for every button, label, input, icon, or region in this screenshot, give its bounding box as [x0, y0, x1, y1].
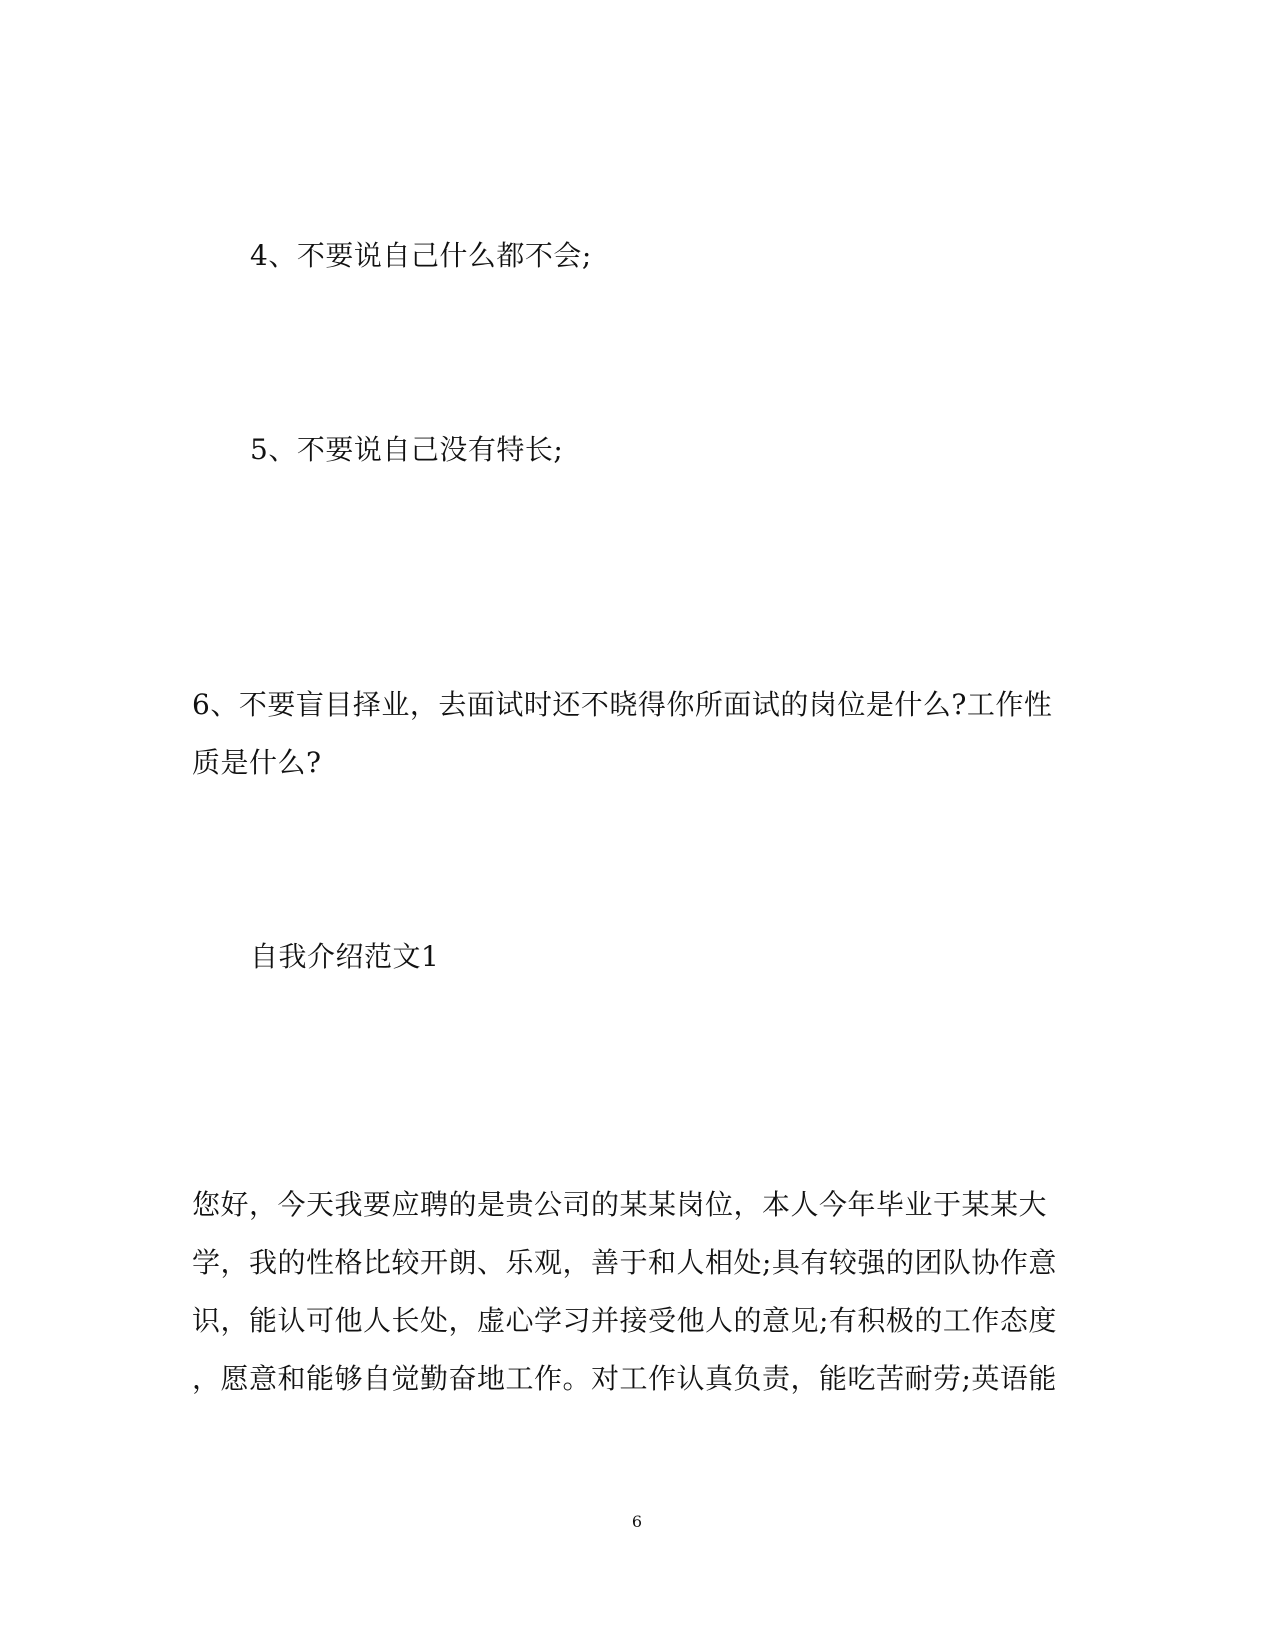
list-item-5: 5、不要说自己没有特长; — [250, 433, 564, 466]
list-item-6-line-1: 6、不要盲目择业，去面试时还不晓得你所面试的岗位是什么?工作性 — [192, 688, 1053, 721]
paragraph-line: 识，能认可他人长处，虚心学习并接受他人的意见;有积极的工作态度 — [192, 1304, 1057, 1337]
list-item-4: 4、不要说自己什么都不会; — [250, 239, 592, 272]
page-number: 6 — [631, 1512, 643, 1531]
paragraph-line: ，愿意和能够自觉勤奋地工作。对工作认真负责，能吃苦耐劳;英语能 — [192, 1362, 1057, 1395]
list-item-6-line-2: 质是什么? — [192, 746, 322, 779]
paragraph-line: 您好，今天我要应聘的是贵公司的某某岗位，本人今年毕业于某某大 — [192, 1188, 1048, 1221]
section-heading: 自我介绍范文1 — [250, 940, 440, 973]
paragraph-line: 学，我的性格比较开朗、乐观，善于和人相处;具有较强的团队协作意 — [192, 1246, 1057, 1279]
